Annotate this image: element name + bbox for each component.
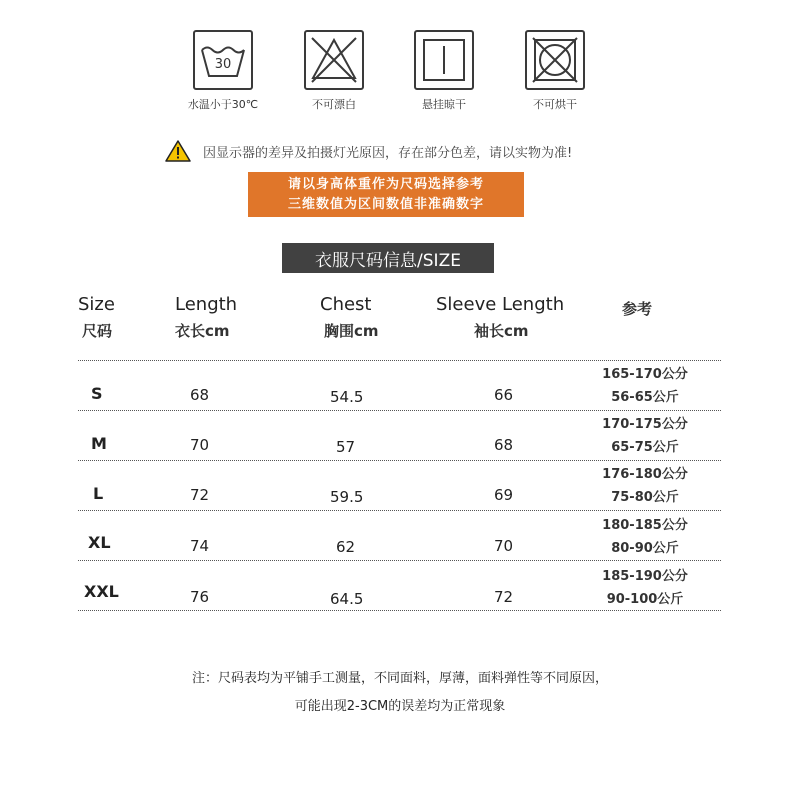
table-cell-length: 76 (190, 588, 210, 606)
ref-weight: 80-90公斤 (611, 541, 679, 556)
care-label-hang: 悬挂晾干 (422, 98, 466, 111)
header-sleeve (436, 294, 564, 341)
row-divider (78, 410, 721, 411)
table-cell-size: M (91, 434, 107, 453)
table-cell-length: 72 (190, 486, 210, 504)
care-wash (168, 30, 278, 112)
header-chest-en: Chest (320, 294, 372, 315)
care-bleach (279, 30, 389, 112)
table-cell-chest: 57 (336, 438, 356, 456)
table-cell-reference (590, 463, 700, 509)
table-cell-sleeve: 72 (494, 588, 514, 606)
care-label-tumble: 不可烘干 (533, 98, 577, 111)
header-chest-cn: 胸围cm (324, 322, 379, 340)
header-size (78, 294, 115, 341)
footnote-line-1: 注：尺码表均为平铺手工测量，不同面料，厚薄，面料弹性等不同原因， (191, 671, 608, 686)
ref-weight: 90-100公斤 (606, 592, 684, 607)
table-cell-length: 68 (190, 386, 210, 404)
header-length-cn: 衣长cm (175, 322, 230, 340)
table-cell-size: S (91, 384, 103, 403)
header-reference-cn: 参考 (622, 300, 653, 318)
table-cell-reference (590, 565, 700, 611)
header-length-en: Length (175, 294, 238, 315)
warning-icon (165, 139, 191, 163)
row-divider (78, 460, 721, 461)
table-cell-reference (590, 514, 700, 560)
footnote-line-2: 可能出现2-3CM的误差均为正常现象 (294, 699, 506, 714)
header-sleeve-en: Sleeve Length (436, 294, 565, 315)
care-hang (389, 30, 499, 112)
care-tumble (500, 30, 610, 112)
ref-height: 165-170公分 (602, 367, 688, 382)
reference-line-1: 请以身高体重作为尺码选择参考 (287, 176, 484, 192)
header-sleeve-cn: 袖长cm (474, 322, 529, 340)
table-cell-sleeve: 66 (494, 386, 514, 404)
wash-temp: 30 (214, 57, 232, 72)
table-cell-chest: 64.5 (330, 590, 364, 608)
table-cell-chest: 59.5 (330, 488, 364, 506)
table-cell-chest: 54.5 (330, 388, 364, 406)
no-bleach-icon (304, 30, 364, 90)
header-chest (320, 294, 379, 341)
color-notice (165, 138, 572, 164)
header-size-cn: 尺码 (82, 322, 113, 340)
table-cell-chest: 62 (336, 538, 356, 556)
care-label-bleach: 不可漂白 (312, 98, 356, 111)
reference-box (248, 172, 524, 217)
table-cell-size: XL (88, 533, 111, 552)
row-divider (78, 360, 721, 361)
header-reference (622, 294, 652, 319)
table-cell-sleeve: 70 (494, 537, 514, 555)
table-cell-size: XXL (84, 582, 119, 601)
size-title: 衣服尺码信息/SIZE (282, 243, 494, 273)
footnote (0, 665, 800, 721)
table-cell-size: L (93, 484, 104, 503)
ref-height: 176-180公分 (602, 467, 688, 482)
ref-height: 180-185公分 (602, 518, 688, 533)
table-cell-reference (590, 363, 700, 409)
table-cell-reference (590, 413, 700, 459)
ref-height: 170-175公分 (602, 417, 688, 432)
header-size-en: Size (78, 294, 115, 315)
table-cell-sleeve: 68 (494, 436, 514, 454)
notice-text: 因显示器的差异及拍摄灯光原因，存在部分色差，请以实物为准! (203, 145, 573, 161)
ref-weight: 65-75公斤 (611, 440, 679, 455)
reference-line-2: 三维数值为区间数值非准确数字 (287, 196, 484, 212)
hang-dry-icon (414, 30, 474, 90)
ref-height: 185-190公分 (602, 569, 688, 584)
table-cell-length: 74 (190, 537, 210, 555)
header-length (175, 294, 237, 341)
ref-weight: 56-65公斤 (611, 390, 679, 405)
care-label-wash: 水温小于30℃ (187, 98, 259, 111)
row-divider (78, 560, 721, 561)
wash-30-icon (193, 30, 253, 90)
row-divider (78, 510, 721, 511)
table-cell-length: 70 (190, 436, 210, 454)
ref-weight: 75-80公斤 (611, 490, 679, 505)
table-cell-sleeve: 69 (494, 486, 514, 504)
no-tumble-dry-icon (525, 30, 585, 90)
